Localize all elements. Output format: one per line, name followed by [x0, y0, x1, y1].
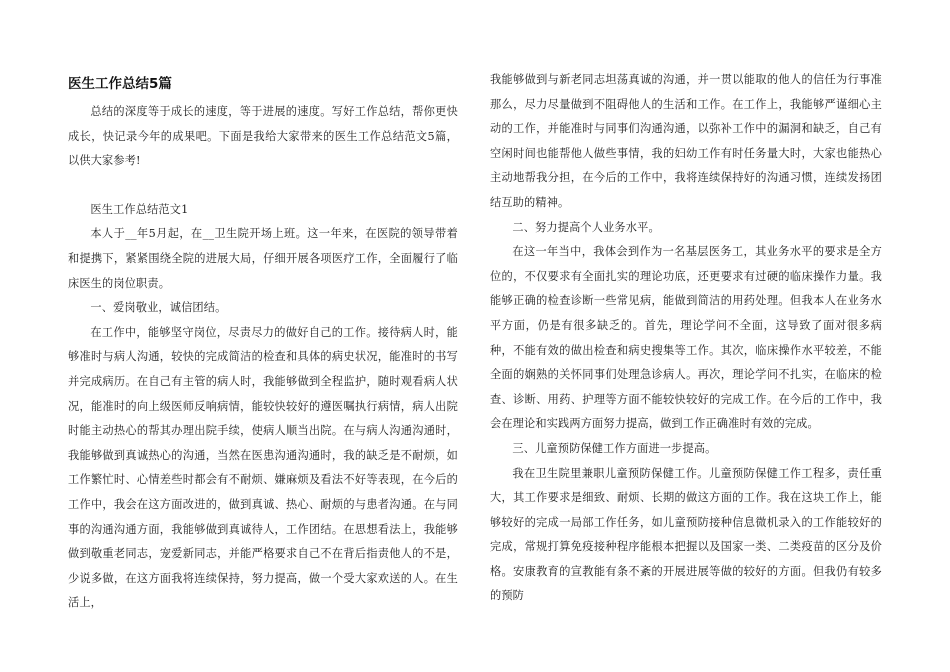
document-title: 医生工作总结5篇 [68, 76, 172, 92]
section-heading-1: 一、爱岗敬业，诚信团结。 [90, 301, 227, 315]
paragraph: 在工作中，能够坚守岗位，尽责尽力的做好自己的工作。接待病人时，能够准时与病人沟通，较快的完成简洁的检查和具体的病史状况，能准时的书写并完成病历。在自己有主管的病人时，我能够做到全程监护，随时观看病人状况，能准时的向上级医师反响病情，能较快较好的遵医嘱执行病情，病人出院时能主动热心的帮其办理出院手续，使病人顺当出院。在与病人沟通沟通时，我能够做到真诚热心的沟通，当然在医患沟通沟通时，我的缺乏是不耐烦，如工作繁忙时、心情差些时都会有不耐烦、嫌麻烦及看法不好等表现，在今后的工作中，我会在这方面改进的，做到真诚、热心、耐烦的与患者沟通。在与同事的沟通沟通方面，我能够做到真诚待人，工作团结。在思想看法上，我能够做到敬重老同志，宠爱新同志，并能严格要求自己不在背后指责他人的不是，少说多做，在这方面我将连续保持，努力提高，做一个受大家欢送的人。在生活上， [68, 325, 458, 610]
right-column [490, 68, 882, 609]
sample-heading: 医生工作总结范文1 [90, 202, 189, 216]
section-heading-2: 二、努力提高个人业务水平。 [512, 220, 660, 234]
left-column [68, 74, 458, 616]
section-heading-3: 三、儿童预防保健工作方面进一步提高。 [512, 441, 717, 455]
paragraph: 我在卫生院里兼职儿童预防保健工作。儿童预防保健工作工程多，责任重大，其工作要求是细致、耐烦、长期的做这方面的工作。我在这块工作上，能够较好的完成一局部工作任务，如儿童预防接种信息微机录入的工作能较好的完成，常规打算免疫接种程序能根本把握以及国家一类、二类疫苗的区分及价格。安康教育的宣教能有条不紊的开展进展等做的较好的方面。但我仍有较多的预防 [490, 466, 882, 603]
paragraph-continued: 我能够做到与新老同志坦荡真诚的沟通，并一贯以能取的他人的信任为行事准那么，尽力尽量做到不阻碍他人的生活和工作。在工作上，我能够严谨细心主动的工作，并能准时与同事们沟通沟通，以弥补工作中的漏洞和缺乏，自己有空闲时间也能帮他人做些事情，我的妇幼工作有时任务量大时，大家也能热心主动地帮我分担，在今后的工作中，我将连续保持好的沟通习惯，连续发扬团结互助的精神。 [490, 73, 882, 209]
paragraph-gap [68, 174, 458, 198]
paragraph: 在这一年当中，我体会到作为一名基层医务工，其业务水平的要求是全方位的，不仅要求有全面扎实的理论功底，还更要求有过硬的临床操作力量。我能够正确的检查诊断一些常见病，能做到简洁的用药处理。但我本人在业务水平方面，仍是有很多缺乏的。首先，理论学问不全面，这导致了面对很多病种，不能有效的做出检查和病史搜集等工作。其次，临床操作水平较差，不能全面的娴熟的关怀同事们处理急诊病人。再次，理论学问不扎实，在临床的检查、诊断、用药、护理等方面不能较快较好的完成工作。在今后的工作中，我会在理论和实践两方面努力提高，做到工作正确准时有效的完成。 [490, 245, 882, 431]
intro-paragraph: 总结的深度等于成长的速度，等于进展的速度。写好工作总结，帮你更快成长，快记录今年的成果吧。下面是我给大家带来的医生工作总结范文5篇，以供大家参考! [68, 105, 458, 168]
paragraph: 本人于__年5月起，在__卫生院开场上班。这一年来，在医院的领导带着和提携下，紧紧围绕全院的进展大局，仔细开展各项医疗工作，全面履行了临床医生的岗位职责。 [68, 227, 458, 290]
